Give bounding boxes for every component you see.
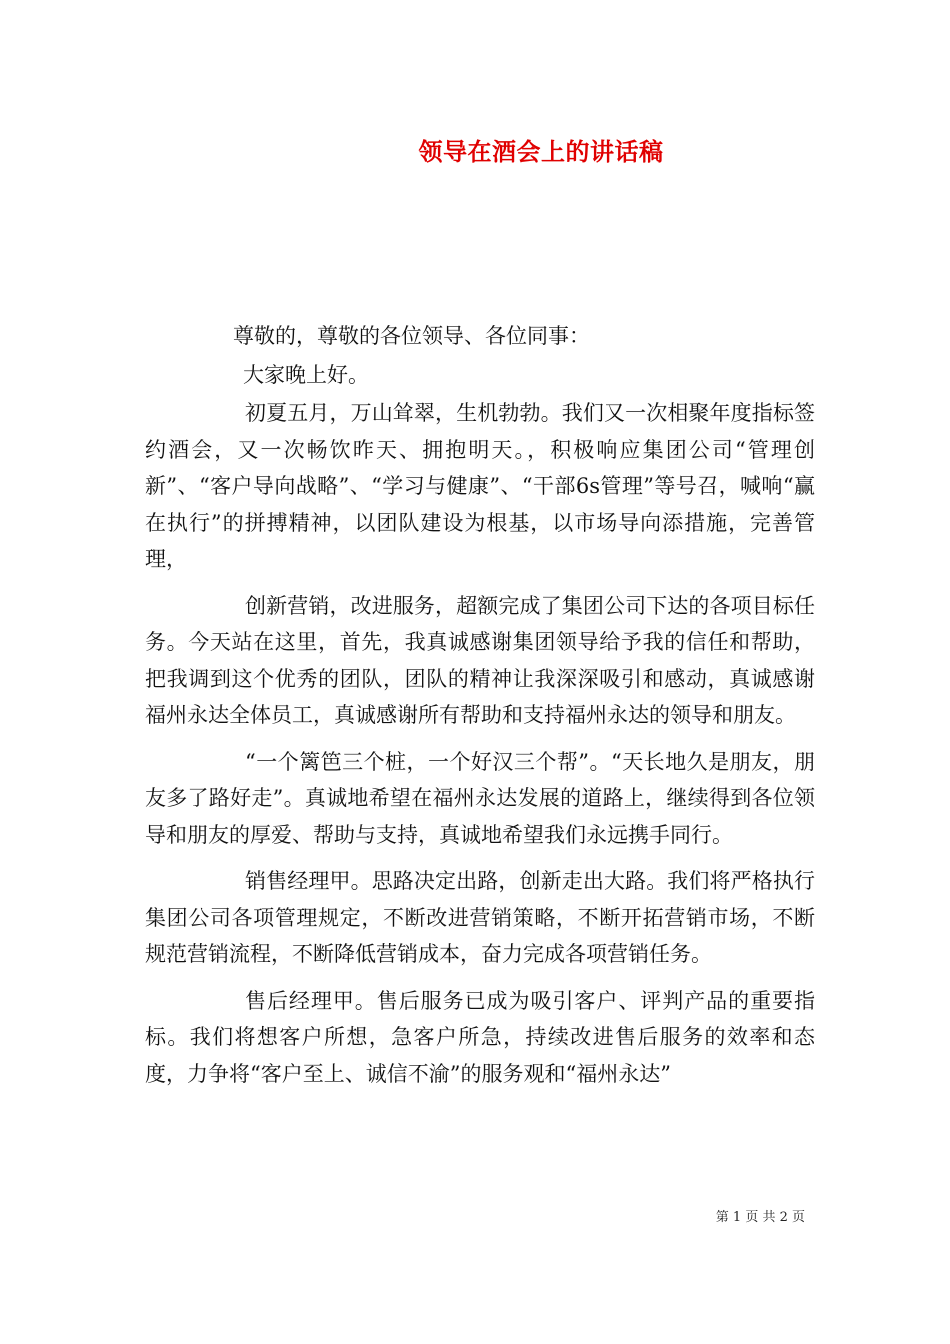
paragraph: “一个篱笆三个桩，一个好汉三个帮”。“天长地久是朋友，朋友多了路好走”。真诚地希望在福州永达发展的道路上，继续得到各位领导和朋友的厚爱、帮助与支持，真诚地希望我们永远携手同行。 (145, 749, 815, 847)
paragraph: 创新营销，改进服务，超额完成了集团公司下达的各项目标任务。今天站在这里，首先，我真诚感谢集团领导给予我的信任和帮助，把我调到这个优秀的团队，团队的精神让我深深吸引和感动，真诚感谢福州永达全体员工，真诚感谢所有帮助和支持福州永达的领导和朋友。 (145, 593, 815, 727)
salutation: 尊敬的，尊敬的各位领导、各位同事： (233, 324, 590, 348)
paragraph: 销售经理甲。思路决定出路，创新走出大路。我们将严格执行集团公司各项管理规定，不断改进营销策略，不断开拓营销市场，不断规范营销流程，不断降低营销成本，奋力完成各项营销任务。 (145, 869, 815, 966)
document-title: 领导在酒会上的讲话稿 (418, 137, 664, 166)
paragraph: 初夏五月，万山耸翠，生机勃勃。我们又一次相聚年度指标签约酒会，又一次畅饮昨天、拥抱明天。，积极响应集团公司“管理创新”、“客户导向战略”、“学习与健康”、“干部6s管理”等号召，喊响“赢在执行”的拼搏精神，以团队建设为根基，以市场导向添措施，完善管理， (145, 401, 815, 571)
paragraph: 售后经理甲。售后服务已成为吸引客户、评判产品的重要指标。我们将想客户所想，急客户所急，持续改进售后服务的效率和态度，力争将“客户至上、诚信不渝”的服务观和“福州永达” (145, 988, 815, 1086)
document-body (145, 318, 815, 1102)
page-number-footer: 第 1 页 共 2 页 (715, 1210, 805, 1225)
greeting: 大家晚上好。 (243, 362, 369, 387)
